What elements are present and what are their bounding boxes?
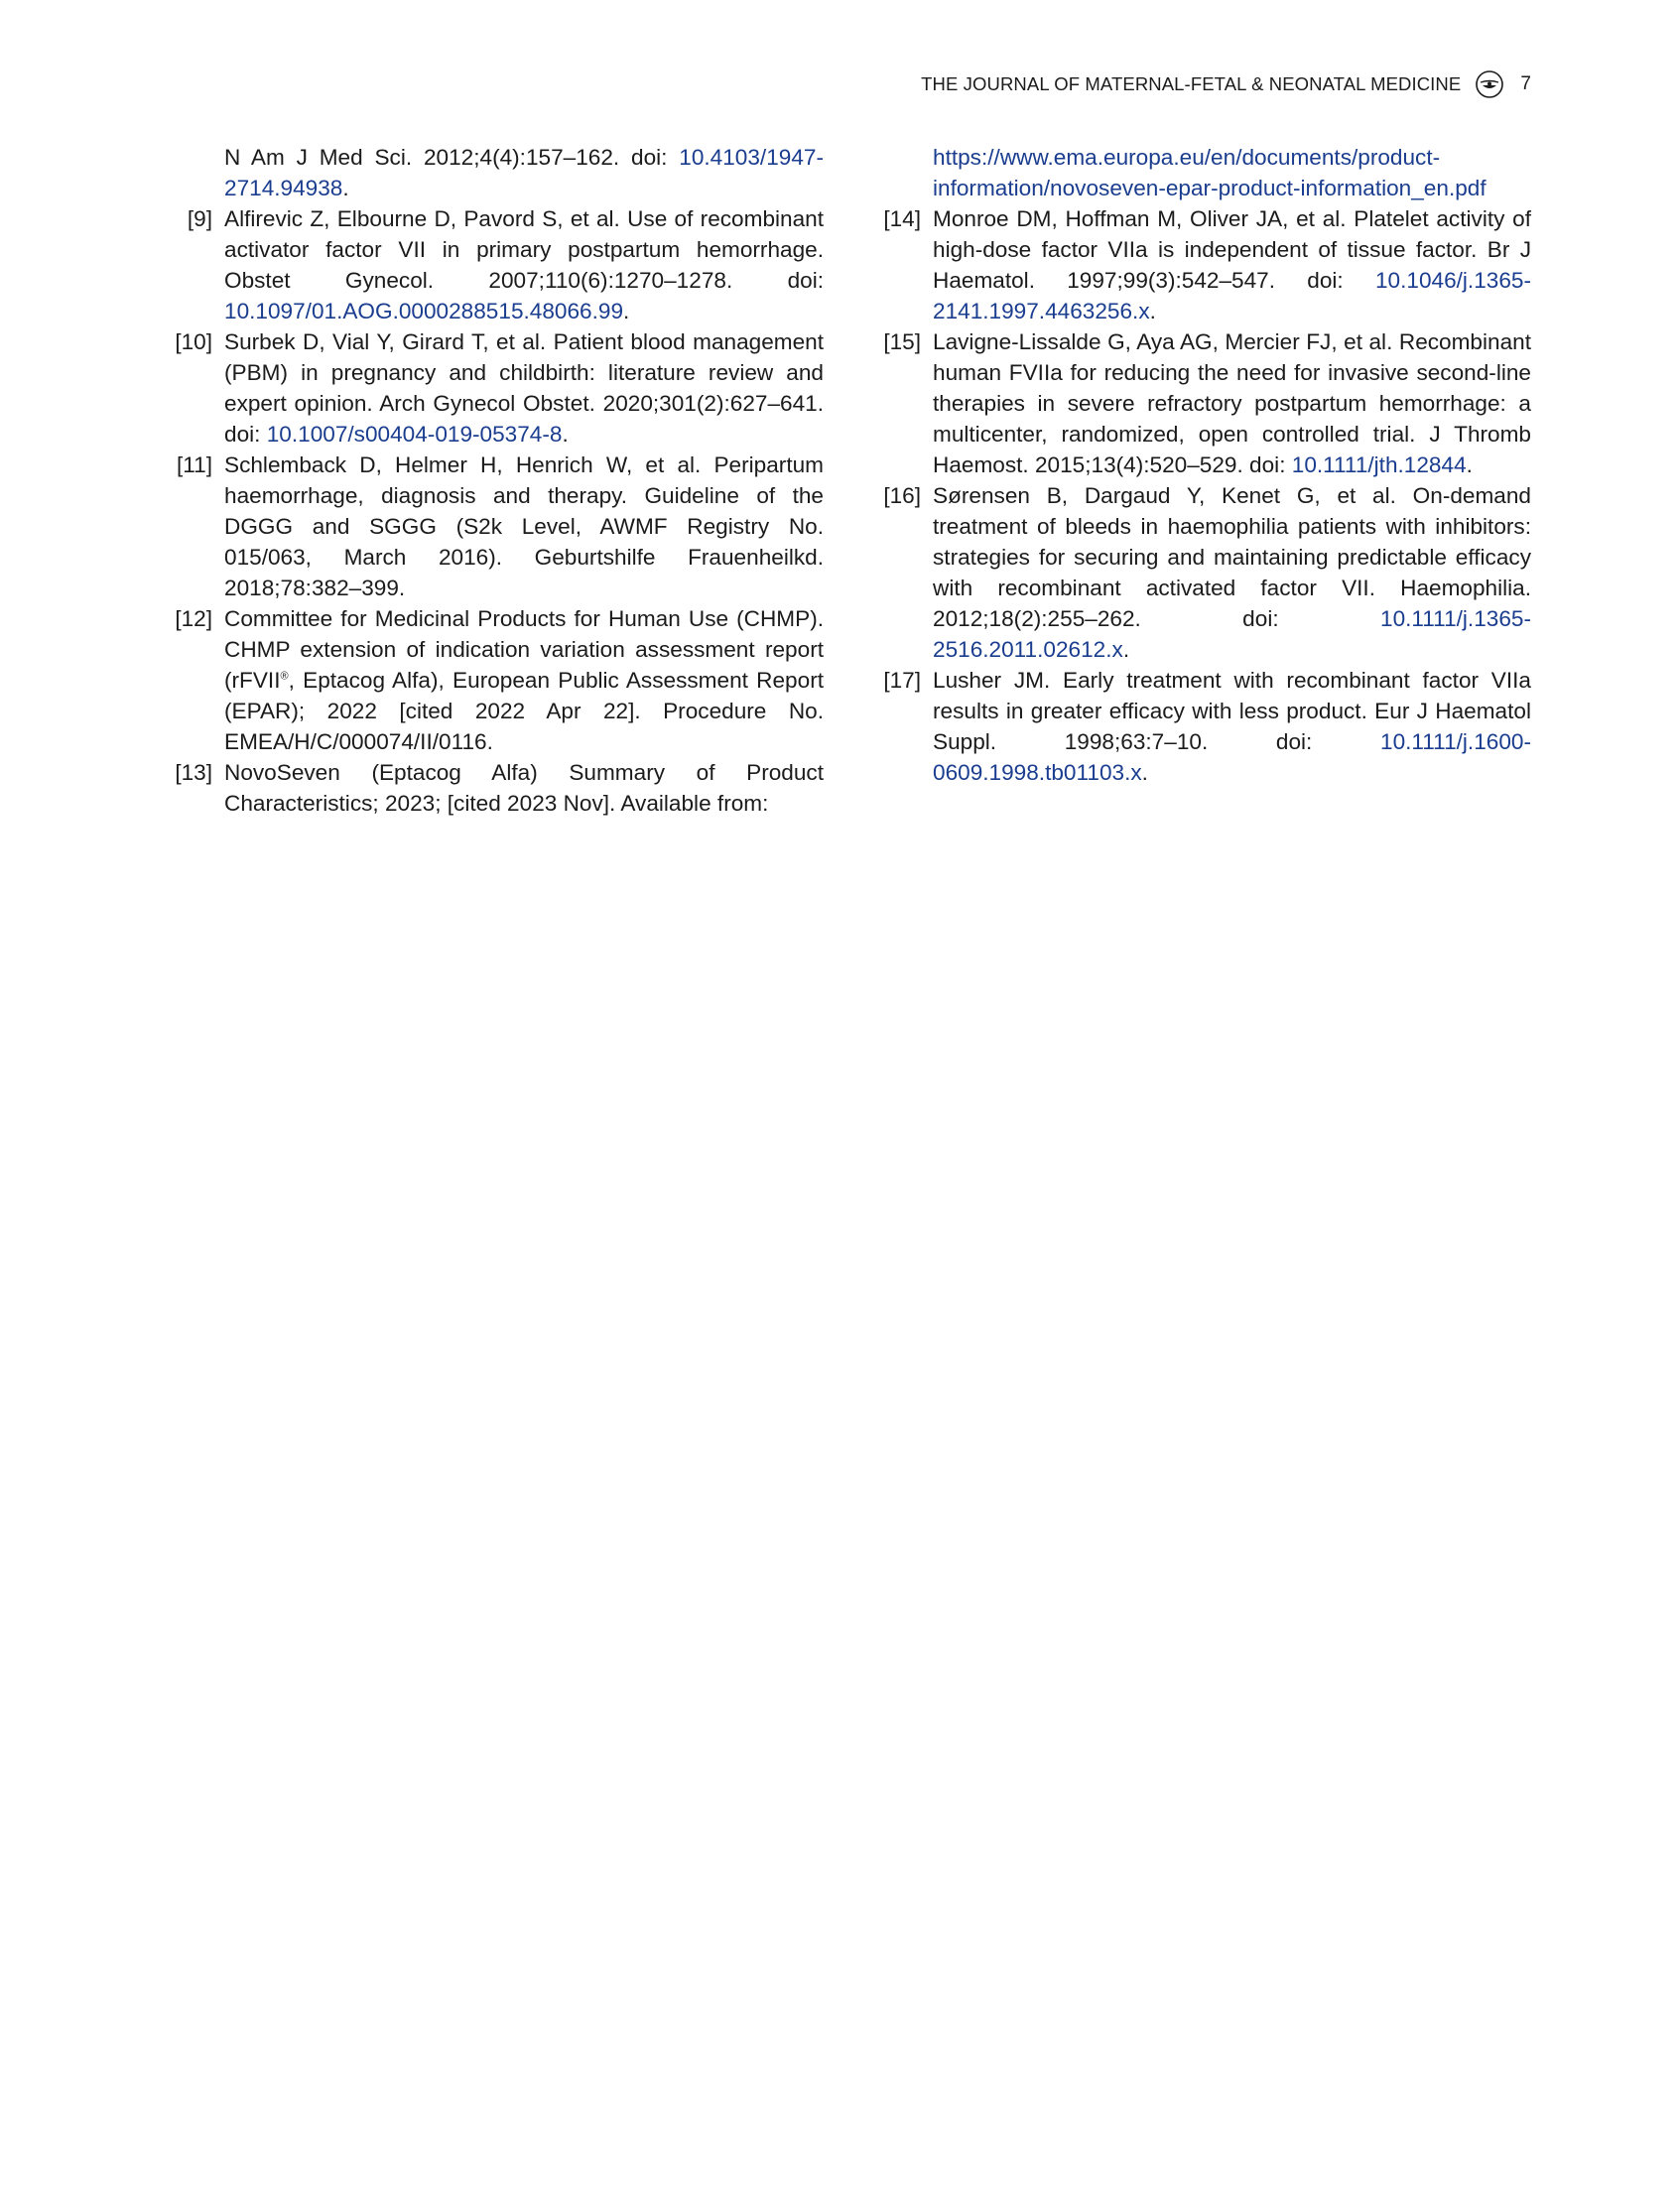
doi-link[interactable]: 10.1111/j.1600-0609.1998.tb01103.x xyxy=(933,729,1531,785)
reference-number: [14] xyxy=(883,206,921,231)
reference-text: Alfirevic Z, Elbourne D, Pavord S, et al. Use of recombinant activator factor VII in primary postpartum hemorrhage. Obstet Gynecol. 2007;110(6):1270–1278. doi: xyxy=(224,206,824,293)
reference-tail: . xyxy=(342,176,349,200)
reference-text: N Am J Med Sci. 2012;4(4):157–162. doi: xyxy=(224,145,680,170)
reference-item-14 xyxy=(863,203,1531,326)
journal-logo-icon xyxy=(1475,69,1504,99)
reference-text: Committee for Medicinal Products for Human Use (CHMP). CHMP extension of indication variation assessment report (rFVII xyxy=(224,606,824,693)
reference-item-9 xyxy=(119,203,824,326)
reference-number: [11] xyxy=(176,452,212,477)
reference-continuation xyxy=(863,142,1531,203)
reference-text: NovoSeven (Eptacog Alfa) Summary of Product Characteristics; 2023; [cited 2023 Nov]. Available from: xyxy=(224,760,824,816)
reference-item-11 xyxy=(119,450,824,603)
reference-text: Lavigne-Lissalde G, Aya AG, Mercier FJ, et al. Recombinant human FVIIa for reducing the need for invasive second-line therapies in severe refractory postpartum hemorrhage: a multicenter, randomized, open controlled trial. J Thromb Haemost. 2015;13(4):520–529. doi: xyxy=(933,329,1531,477)
registered-mark: ® xyxy=(280,670,289,683)
reference-number: [16] xyxy=(883,483,921,508)
reference-number: [9] xyxy=(187,206,212,231)
reference-tail: . xyxy=(1141,760,1148,785)
reference-number: [13] xyxy=(175,760,212,785)
right-column xyxy=(863,142,1531,788)
reference-text: Schlemback D, Helmer H, Henrich W, et al. Peripartum haemorrhage, diagnosis and therapy. Guideline of the DGGG and SGGG (S2k Level, AWMF Registry No. 015/063, March 2016). Geburtshilfe Frauenheilkd. 2018;78:382–399. xyxy=(224,452,824,600)
doi-link[interactable]: 10.1046/j.1365-2141.1997.4463256.x xyxy=(933,268,1531,323)
reference-tail: . xyxy=(623,299,630,323)
journal-title: THE JOURNAL OF MATERNAL-FETAL & NEONATAL MEDICINE xyxy=(921,73,1462,94)
reference-text: Monroe DM, Hoffman M, Oliver JA, et al. Platelet activity of high-dose factor VIIa is independent of tissue factor. Br J Haematol. 1997;99(3):542–547. doi: xyxy=(933,206,1531,293)
doi-link[interactable]: 10.1111/j.1365-2516.2011.02612.x xyxy=(933,606,1531,662)
reference-item-13 xyxy=(119,757,824,819)
running-head xyxy=(921,69,1531,99)
page-number: 7 xyxy=(1520,73,1531,94)
url-link[interactable]: https://www.ema.europa.eu/en/documents/product-information/novoseven-epar-product-information_en.pdf xyxy=(933,145,1486,200)
reference-continuation xyxy=(119,142,824,203)
doi-link[interactable]: 10.4103/1947-2714.94938 xyxy=(224,145,824,200)
reference-item-12 xyxy=(119,603,824,757)
reference-number: [17] xyxy=(883,668,921,693)
doi-link[interactable]: 10.1097/01.AOG.0000288515.48066.99 xyxy=(224,299,624,323)
reference-item-16 xyxy=(863,480,1531,665)
reference-text-continued: , Eptacog Alfa), European Public Assessment Report (EPAR); 2022 [cited 2022 Apr 22]. Procedure No. EMEA/H/C/000074/II/0116. xyxy=(224,668,824,754)
doi-link[interactable]: 10.1007/s00404-019-05374-8 xyxy=(266,422,563,447)
reference-text: Surbek D, Vial Y, Girard T, et al. Patient blood management (PBM) in pregnancy and childbirth: literature review and expert opinion. Arch Gynecol Obstet. 2020;301(2):627–641. doi: xyxy=(224,329,824,447)
reference-tail: . xyxy=(1122,637,1130,662)
reference-item-10 xyxy=(119,326,824,450)
doi-link[interactable]: 10.1111/jth.12844 xyxy=(1291,452,1467,477)
reference-tail: . xyxy=(562,422,569,447)
reference-item-15 xyxy=(863,326,1531,480)
reference-number: [12] xyxy=(175,606,212,631)
left-column xyxy=(119,142,824,819)
reference-text: Sørensen B, Dargaud Y, Kenet G, et al. On-demand treatment of bleeds in haemophilia patients with inhibitors: strategies for securing and maintaining predictable efficacy with recombinant activated factor VII. Haemophilia. 2012;18(2):255–262. doi: xyxy=(933,483,1531,631)
reference-tail: . xyxy=(1149,299,1156,323)
reference-text: Lusher JM. Early treatment with recombinant factor VIIa results in greater efficacy with less product. Eur J Haematol Suppl. 1998;63:7–10. doi: xyxy=(933,668,1531,754)
reference-tail: . xyxy=(1466,452,1473,477)
reference-item-17 xyxy=(863,665,1531,788)
reference-number: [10] xyxy=(175,329,212,354)
reference-number: [15] xyxy=(883,329,921,354)
